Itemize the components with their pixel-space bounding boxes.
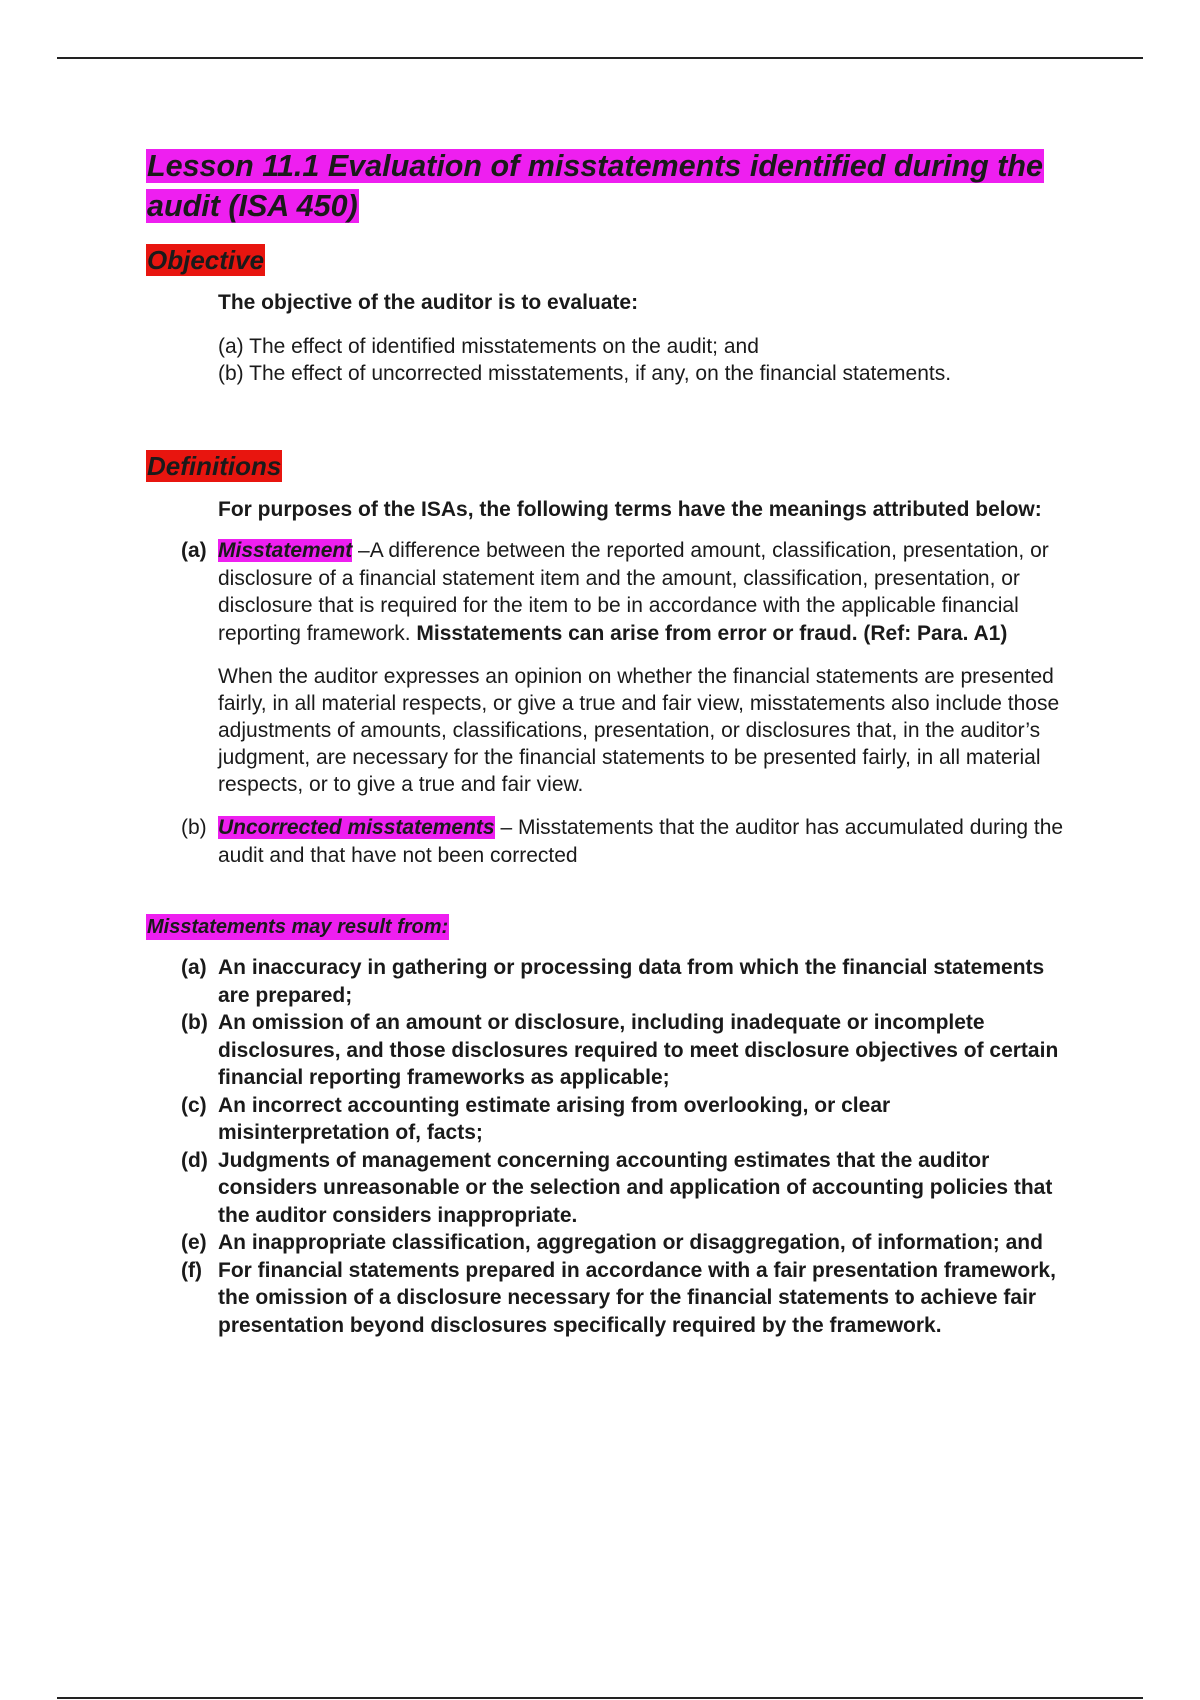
- list-item: (a) An inaccuracy in gathering or processing data from which the financial statements are prepared;: [181, 956, 1045, 1007]
- list-item: (d) Judgments of management concerning accounting estimates that the auditor considers unreasonable or the selection and application of accounting policies that the auditor considers inappropriate.: [181, 1148, 1053, 1227]
- definition-text: –A difference between the reported amount, classification, presentation, or disclosure of a financial statement item and the amount, classification, presentation, or disclosure that is required for the item to be in accordance with the applicable financial reporting framework.: [218, 539, 1049, 645]
- objective-list: [218, 333, 1066, 387]
- definitions-section: [146, 450, 1066, 869]
- lesson-title: Lesson 11.1 Evaluation of misstatements identified during the audit (ISA 450): [147, 149, 1043, 223]
- list-item: (f) For financial statements prepared in accordance with a fair presentation framework, the omission of a disclosure necessary for the financial statements to achieve fair presentation beyond disclosures specifically required by the framework.: [181, 1258, 1056, 1337]
- definition-text: – Misstatements that the auditor has accumulated during the audit and that have not been corrected: [218, 816, 1064, 867]
- definition-note: When the auditor expresses an opinion on whether the financial statements are presented fairly, in all material respects, or give a true and fair view, misstatements also include those adjustments of amounts, classifications, presentation, or disclosures that, in the auditor’s judgment, are necessary for the financial statements to be presented fairly, in all material respects, or to give a true and fair view.: [218, 665, 1060, 796]
- objective-item: (b) The effect of uncorrected misstatements, if any, on the financial statements.: [218, 362, 952, 385]
- objective-item: (a) The effect of identified misstatements on the audit; and: [218, 335, 759, 358]
- definitions-intro: For purposes of the ISAs, the following terms have the meanings attributed below:: [218, 498, 1042, 521]
- sources-section: [146, 914, 1066, 1339]
- document-page: [146, 146, 1066, 1339]
- list-item: (c) An incorrect accounting estimate arising from overlooking, or clear misinterpretation of, facts;: [181, 1093, 891, 1144]
- list-item: (b) An omission of an amount or disclosure, including inadequate or incomplete disclosures, and those disclosures required to meet disclosure objectives of certain financial reporting frameworks as applicable;: [181, 1011, 1059, 1089]
- sources-list: [146, 954, 1066, 1339]
- definition-misstatement: [146, 537, 1066, 647]
- objective-section: [146, 244, 1066, 387]
- list-item: (e) An inappropriate classification, aggregation or disaggregation, of information; and: [181, 1231, 1043, 1254]
- definition-label: (a): [181, 539, 207, 562]
- objective-heading: Objective: [147, 245, 265, 275]
- definition-uncorrected: [146, 814, 1066, 869]
- definitions-heading: Definitions: [147, 451, 282, 481]
- sources-heading: Misstatements may result from:: [147, 916, 449, 938]
- term-misstatement: Misstatement: [218, 539, 353, 562]
- definition-label: (b): [181, 816, 207, 839]
- term-uncorrected-misstatements: Uncorrected misstatements: [218, 816, 495, 839]
- objective-intro: The objective of the auditor is to evaluate:: [218, 291, 639, 314]
- definition-bold-text: Misstatements can arise from error or fraud. (Ref: Para. A1): [416, 621, 1008, 645]
- top-rule: [57, 57, 1143, 59]
- bottom-rule: [57, 1697, 1143, 1699]
